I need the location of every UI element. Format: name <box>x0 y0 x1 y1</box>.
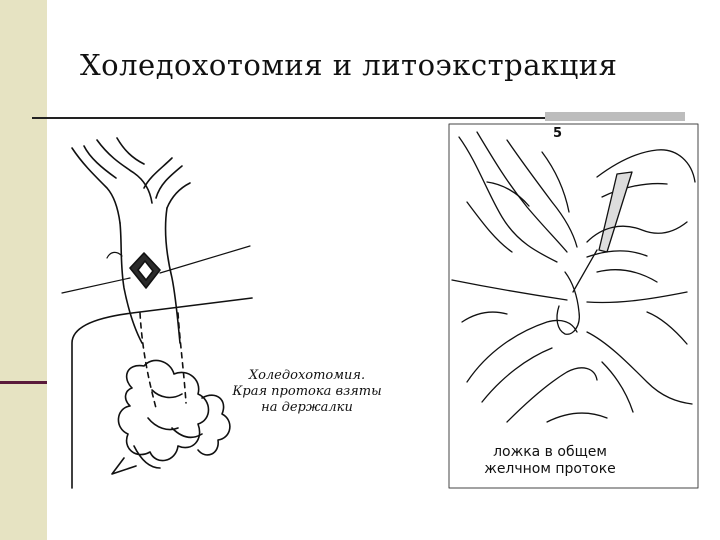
lithoextraction-illustration <box>447 122 700 490</box>
choledochotomy-drawing <box>52 128 388 494</box>
title-divider-accent <box>545 112 685 121</box>
left-figure-caption <box>232 368 382 416</box>
caption-line: Холедохотомия. <box>248 368 366 383</box>
caption-line: ложка в общем <box>493 444 607 460</box>
lithoextraction-drawing <box>447 122 700 490</box>
decorative-side-bar <box>0 0 47 540</box>
decorative-accent-line <box>0 381 47 384</box>
figure-number: 5 <box>553 126 563 141</box>
choledochotomy-illustration <box>52 128 388 494</box>
caption-line: Края протока взяты <box>232 384 382 399</box>
right-figure-caption <box>470 444 630 478</box>
caption-line: на держалки <box>261 400 353 415</box>
caption-line: желчном протоке <box>484 461 616 477</box>
slide-title: Холедохотомия и литоэкстракция <box>80 48 618 82</box>
